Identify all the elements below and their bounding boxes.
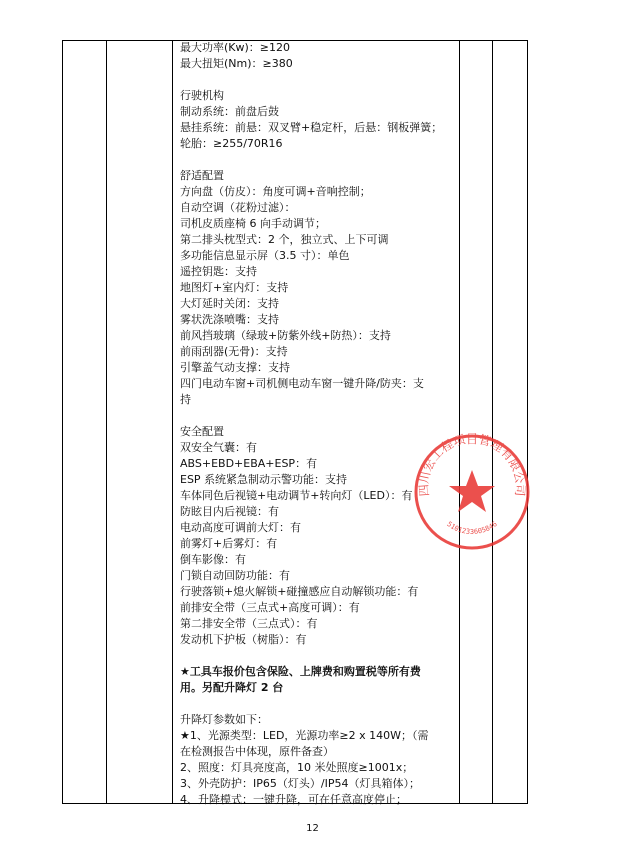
spec-line bbox=[180, 696, 457, 712]
spec-content bbox=[180, 40, 457, 808]
spec-line: 前风挡玻璃（绿玻+防紫外线+防热）：支持 bbox=[180, 329, 391, 342]
spec-line: 舒适配置 bbox=[180, 169, 224, 182]
spec-line bbox=[180, 408, 457, 424]
seal-company-name: 四川宏工程项目管理有限公司 bbox=[416, 431, 528, 497]
spec-line: 第二排安全带（三点式）：有 bbox=[180, 617, 318, 630]
spec-line: 大灯延时关闭：支持 bbox=[180, 297, 279, 310]
spec-line: 4、升降模式：一键升降，可在任意高度停止； bbox=[180, 793, 407, 806]
column-divider-3 bbox=[459, 41, 460, 803]
spec-line: 地图灯+室内灯：支持 bbox=[180, 281, 289, 294]
spec-line: 前雾灯+后雾灯：有 bbox=[180, 537, 278, 550]
spec-line: 行驶机构 bbox=[180, 89, 224, 102]
spec-line: ABS+EBD+EBA+ESP：有 bbox=[180, 457, 318, 470]
column-divider-1 bbox=[106, 41, 107, 803]
seal-star-icon bbox=[449, 470, 495, 512]
spec-line: ★1、光源类型：LED，光源功率≥2 x 140W；（需 bbox=[180, 729, 429, 742]
spec-line: 遥控钥匙：支持 bbox=[180, 265, 257, 278]
spec-line: 前雨刮器(无骨)：支持 bbox=[180, 345, 288, 358]
spec-line: 双安全气囊：有 bbox=[180, 441, 257, 454]
spec-line: 悬挂系统：前悬：双叉臂+稳定杆，后悬：钢板弹簧； bbox=[180, 121, 443, 134]
spec-line: 防眩目内后视镜：有 bbox=[180, 505, 279, 518]
spec-line: 方向盘（仿皮）：角度可调+音响控制； bbox=[180, 185, 371, 198]
spec-line: 行驶落锁+熄火解锁+碰撞感应自动解锁功能：有 bbox=[180, 585, 419, 598]
spec-line: ESP 系统紧急制动示警功能：支持 bbox=[180, 473, 348, 486]
svg-text:5101233605846 bbox=[445, 520, 498, 536]
column-divider-2 bbox=[172, 41, 173, 803]
column-divider-4 bbox=[492, 41, 493, 803]
spec-line: 2、照度：灯具亮度高，10 米处照度≥1001x； bbox=[180, 761, 414, 774]
spec-line: 升降灯参数如下： bbox=[180, 713, 268, 726]
spec-line: 车体同色后视镜+电动调节+转向灯（LED）：有 bbox=[180, 489, 413, 502]
spec-line bbox=[180, 152, 457, 168]
spec-line: 轮胎：≥255/70R16 bbox=[180, 137, 283, 150]
spec-line: 用。另配升降灯 2 台 bbox=[180, 681, 284, 694]
spec-line: 引擎盖气动支撑：支持 bbox=[180, 361, 290, 374]
spec-line: 发动机下护板（树脂）：有 bbox=[180, 633, 307, 646]
spec-line: ★工具车报价包含保险、上牌费和购置税等所有费 bbox=[180, 665, 421, 678]
spec-line: 制动系统：前盘后鼓 bbox=[180, 105, 279, 118]
spec-line bbox=[180, 648, 457, 664]
spec-line: 第二排头枕型式：2 个，独立式、上下可调 bbox=[180, 233, 389, 246]
spec-lines-lift-lamp bbox=[180, 696, 457, 808]
spec-line bbox=[180, 72, 457, 88]
spec-line: 司机皮质座椅 6 向手动调节； bbox=[180, 217, 326, 230]
spec-line: 在检测报告中体现，原件备查） bbox=[180, 745, 334, 758]
spec-line: 雾状洗涤喷嘴：支持 bbox=[180, 313, 279, 326]
spec-line: 多功能信息显示屏（3.5 寸）：单色 bbox=[180, 249, 350, 262]
spec-line: 安全配置 bbox=[180, 425, 224, 438]
spec-lines-main bbox=[180, 40, 457, 664]
page-number: 12 bbox=[306, 823, 319, 834]
spec-line: 前排安全带（三点式+高度可调）：有 bbox=[180, 601, 360, 614]
spec-line: 最大扭矩(Nm)：≥380 bbox=[180, 57, 293, 70]
spec-line: 自动空调（花粉过滤）： bbox=[180, 201, 296, 214]
company-seal bbox=[410, 430, 534, 554]
spec-line: 最大功率(Kw)：≥120 bbox=[180, 41, 291, 54]
spec-line: 四门电动车窗+司机侧电动车窗一键升降/防夹：支 bbox=[180, 377, 424, 390]
spec-line: 持 bbox=[180, 393, 191, 406]
seal-number: 5101233605846 bbox=[445, 520, 499, 536]
spec-line: 3、外壳防护：IP65（灯头）/IP54（灯具箱体）； bbox=[180, 777, 420, 790]
spec-line: 门锁自动回防功能：有 bbox=[180, 569, 290, 582]
spec-line: 电动高度可调前大灯：有 bbox=[180, 521, 301, 534]
spec-line: 倒车影像：有 bbox=[180, 553, 246, 566]
spec-lines-note bbox=[180, 664, 457, 696]
